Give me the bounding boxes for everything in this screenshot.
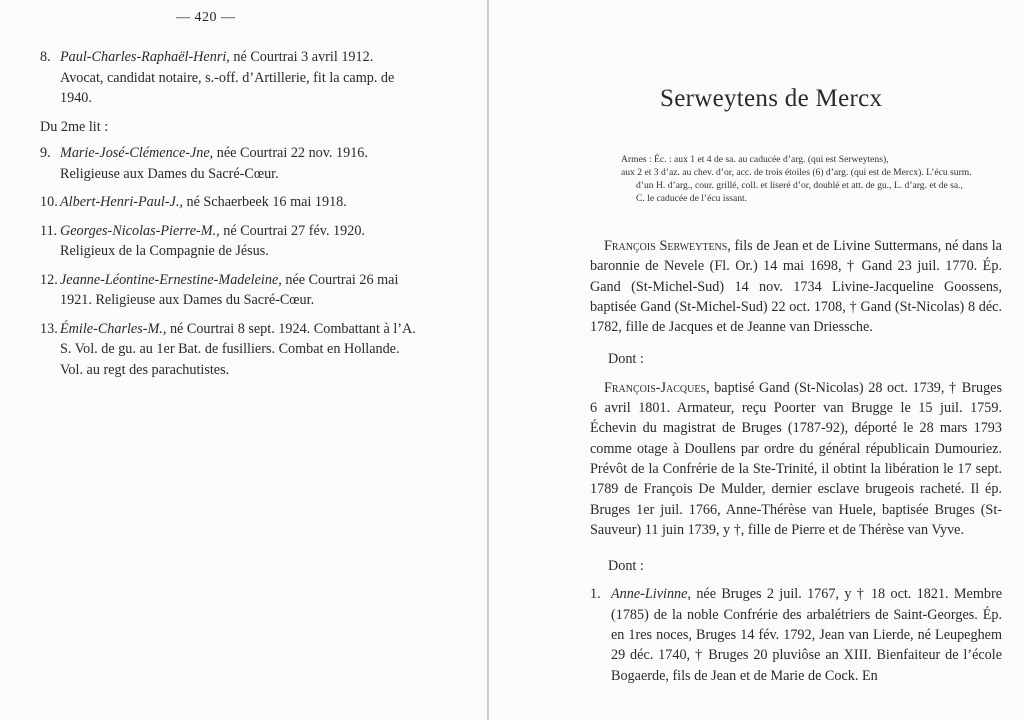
list-item: 10. Albert-Henri-Paul-J., né Schaerbeek 16 mai 1918. (40, 194, 347, 210)
paragraph-francois-jacques: François-Jacques, baptisé Gand (St-Nicolas) 28 oct. 1739, † Bruges 6 avril 1801. Armateur, reçu Poorter van Brugge le 15 juil. 1759. Échevin du magistrat de Bruges (1787-92), déporté le 28 mars 1793 comme otage à Doullens par ordre du général républicain Dumouriez. Prévôt de la Confrérie de la Ste-Trinité, il obtint la libération le 17 sept. 1789 de François De Mulder, dernier esclave brugeois racheté. Il ép. Bruges 1er juil. 1766, Anne-Thérèse van Huele, baptisée Bruges (St-Sauveur) 11 juin 1739, y †, fille de Pierre et de Thérèse van Vyve. (590, 379, 1002, 538)
dont-label: Dont : (608, 351, 644, 368)
dont-label: Dont : (608, 558, 644, 575)
paragraph-francois: François Serweytens, fils de Jean et de Livine Suttermans, né dans la baronnie de Nevele (Fl. Or.) 14 mai 1698, † Gand 23 juil. 1770. Ép. Gand (St-Michel-Sud) 14 nov. 1734 Livine-Jacqueline Goossens, baptisée Gand (St-Michel-Sud) 22 oct. 1708, † Gand (St-Nicolas) 8 déc. 1782, fille de Jacques et de Jeanne van Driessche. (590, 238, 1002, 336)
list-item: 1. Anne-Livinne, née Bruges 2 juil. 1767, y † 18 oct. 1821. Membre (1785) de la noble Confrérie des arbalétriers de Saint-Georges. Ép. en 1res noces, Bruges 14 fév. 1792, Jean van Lierde, né Leupeghem 29 déc. 1740, † Bruges 20 pluviôse an XIII. Bienfaiteur de l’école Bogaerde, fils de Jean et de Marie de Cock. En (590, 586, 1002, 684)
left-page (0, 0, 487, 720)
family-title: Serweytens de Mercx (660, 85, 883, 112)
list-item: 11. Georges-Nicolas-Pierre-M., né Courtrai 27 fév. 1920. Religieux de la Compagnie de Jésus. (40, 222, 365, 259)
list-item: 13. Émile-Charles-M., né Courtrai 8 sept. 1924. Combattant à l’A. S. Vol. de gu. au 1er Bat. de fusilliers. Combat en Hollande. Vol. au regt des parachutistes. (40, 320, 416, 378)
list-item: 8. Paul-Charles-Raphaël-Henri, né Courtrai 3 avril 1912. Avocat, candidat notaire, s.-off. d’Artillerie, fit la camp. de 1940. (40, 49, 395, 106)
arms-line-1: Armes : Éc. : aux 1 et 4 de sa. au caducée d’arg. (qui est Serweytens), (621, 154, 889, 165)
page-number: — 420 — (176, 10, 236, 25)
list-item: 12. Jeanne-Léontine-Ernestine-Madeleine, née Courtrai 26 mai 1921. Religieuse aux Dames du Sacré-Cœur. (40, 271, 399, 308)
right-page (489, 0, 1024, 720)
coat-of-arms-description (621, 153, 973, 205)
marriage-subheading: Du 2me lit : (40, 118, 109, 135)
arms-line-2: aux 2 et 3 d’az. au chev. d’or, acc. de trois étoiles (6) d’arg. (qui est de Mercx). L’écu surm. d’un H. d’arg., cour. grillé, coll. et liseré d’or, doublé et att. de gu., L. d’arg. et de sa., C. le caducée de l’écu issant. (621, 167, 972, 204)
list-item: 9. Marie-José-Clémence-Jne, née Courtrai 22 nov. 1916. Religieuse aux Dames du Sacré-Cœur. (40, 145, 368, 182)
genealogy-body (590, 236, 1002, 686)
child-entries-list (40, 47, 416, 388)
